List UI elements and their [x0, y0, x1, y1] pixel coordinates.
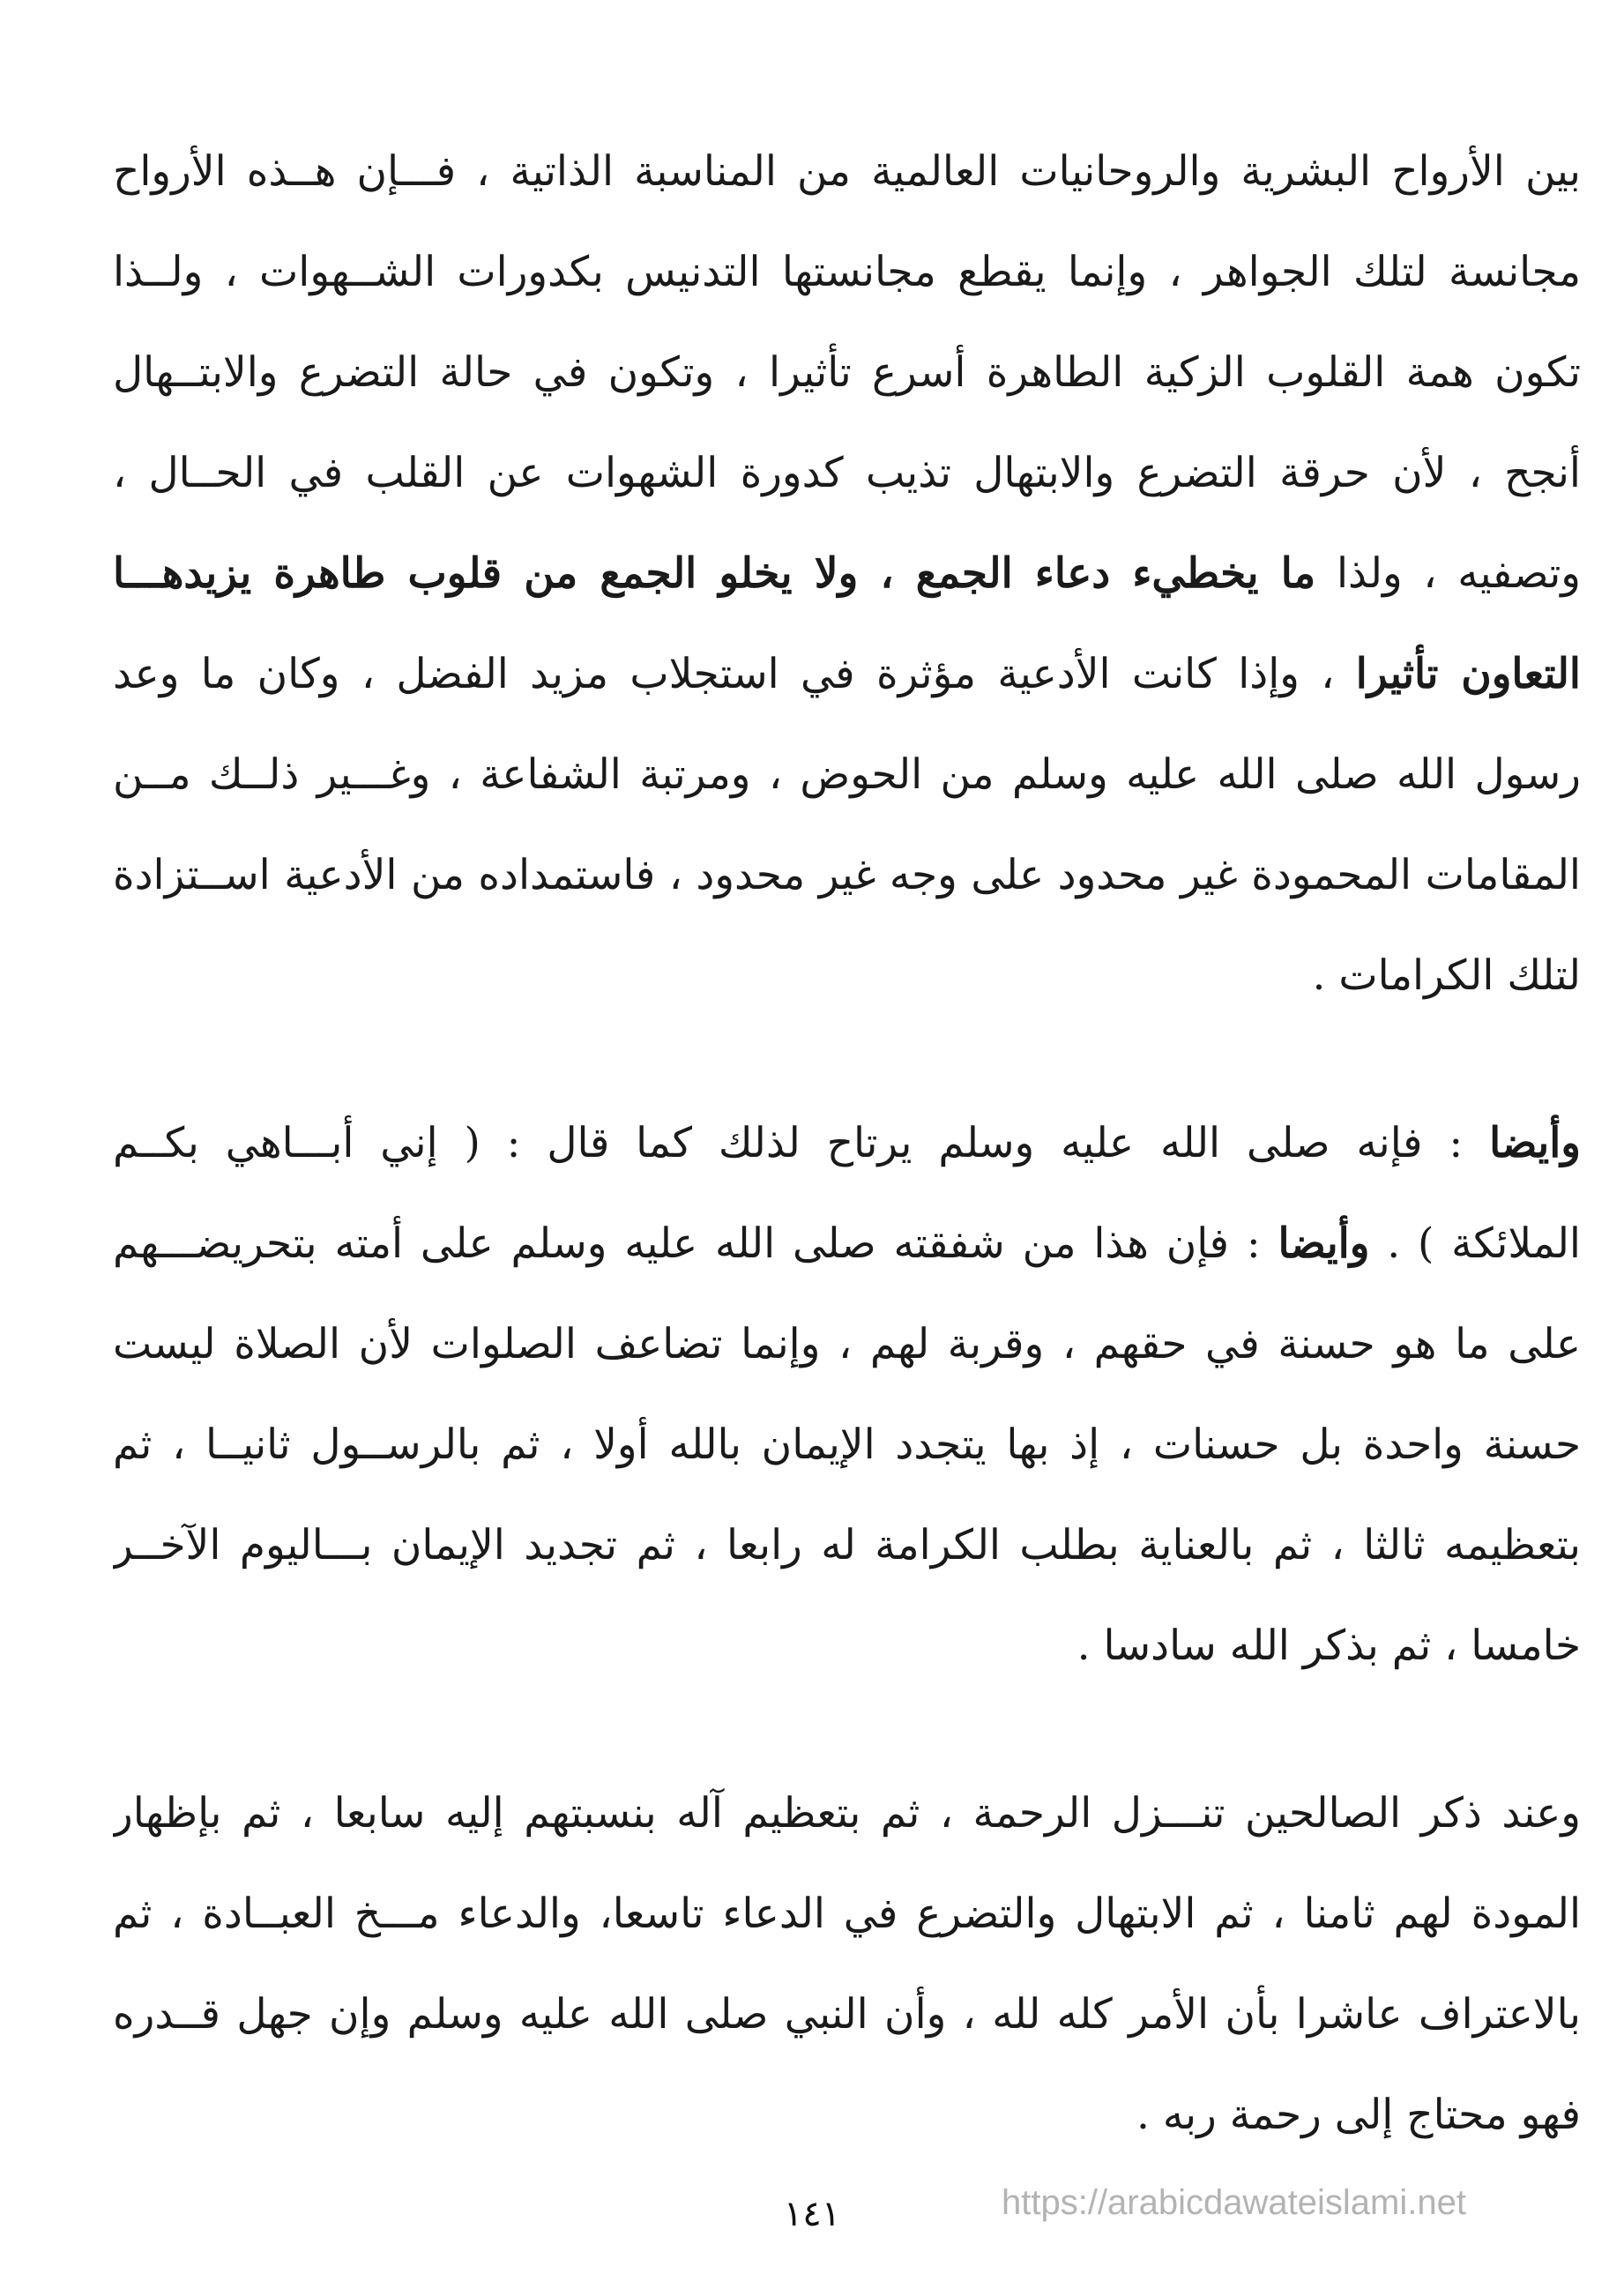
text-line — [113, 825, 1581, 926]
watermark-url: https://arabicdawateislami.net — [1002, 2183, 1466, 2222]
paragraph-gap — [113, 1026, 1581, 1093]
text-line — [113, 1294, 1581, 1395]
text-segment: تكون همة القلوب الزكية الطاهرة أسرع تأثيرا ، وتكون في حالة التضرع والابتــهال — [113, 348, 1581, 397]
text-line — [113, 926, 1581, 1026]
page-number: ١٤١ — [783, 2194, 841, 2234]
text-line — [113, 624, 1581, 725]
text-line — [113, 1864, 1581, 1965]
text-segment: المقامات المحمودة غير محدود على وجه غير محدود ، فاستمداده من الأدعية اســتزادة — [113, 851, 1581, 899]
text-line — [113, 323, 1581, 423]
text-segment: وتصفيه ، ولذا — [1315, 549, 1581, 598]
text-segment: بين الأرواح البشرية والروحانيات العالمية من المناسبة الذاتية ، فـــإن هــذه الأرواح — [113, 147, 1581, 196]
text-line — [113, 423, 1581, 524]
text-line — [113, 2065, 1581, 2166]
text-line — [113, 1395, 1581, 1495]
text-line — [113, 1093, 1581, 1194]
text-segment: على ما هو حسنة في حقهم ، وقربة لهم ، وإنما تضاعف الصلوات لأن الصلاة ليست — [113, 1320, 1581, 1368]
paragraph — [113, 122, 1581, 1026]
text-segment: فهو محتاج إلى رحمة ربه . — [1136, 2091, 1581, 2139]
text-segment: : فإنه صلى الله عليه وسلم يرتاح لذلك كما قال : ( إني أبـــاهي بكــم — [113, 1119, 1490, 1167]
paragraph — [113, 1093, 1581, 1696]
text-segment: بالاعتراف عاشرا بأن الأمر كله لله ، وأن النبي صلى الله عليه وسلم وإن جهل قــدره — [113, 1990, 1581, 2039]
text-line — [113, 122, 1581, 222]
text-line — [113, 1596, 1581, 1696]
text-segment: خامسا ، ثم بذكر الله سادسا . — [1076, 1622, 1581, 1670]
bold-text-segment: التعاون تأثيرا — [1355, 650, 1581, 698]
text-segment: رسول الله صلى الله عليه وسلم من الحوض ، ومرتبة الشفاعة ، وغـــير ذلــك مــن — [113, 750, 1581, 799]
text-segment: أنجح ، لأن حرقة التضرع والابتهال تذيب كدورة الشهوات عن القلب في الحــال ، — [113, 449, 1581, 497]
text-line — [113, 222, 1581, 323]
text-segment: حسنة واحدة بل حسنات ، إذ بها يتجدد الإيمان بالله أولا ، ثم بالرســول ثانيــا ، ثم — [113, 1420, 1581, 1469]
page-body — [113, 122, 1581, 2166]
text-segment: وعند ذكر الصالحين تنـــزل الرحمة ، ثم بتعظيم آله بنسبتهم إليه سابعا ، ثم بإظهار — [113, 1789, 1581, 1838]
text-segment: الملائكة ) . — [1369, 1219, 1581, 1268]
text-segment: بتعظيمه ثالثا ، ثم بالعناية بطلب الكرامة له رابعا ، ثم تجديد الإيمان بـــاليوم الآخــر — [113, 1521, 1581, 1569]
text-segment: مجانسة لتلك الجواهر ، وإنما يقطع مجانستها التدنيس بكدورات الشــهوات ، ولــذا — [113, 248, 1581, 296]
text-line — [113, 1495, 1581, 1596]
text-line — [113, 1194, 1581, 1294]
bold-text-segment: وأيضا — [1489, 1119, 1581, 1167]
paragraph-gap — [113, 1696, 1581, 1763]
text-line — [113, 725, 1581, 825]
bold-text-segment: ما يخطيء دعاء الجمع ، ولا يخلو الجمع من قلوب طاهرة يزيدهـــا — [113, 549, 1316, 598]
text-segment: : فإن هذا من شفقته صلى الله عليه وسلم على أمته بتحريضـــهم — [113, 1219, 1278, 1268]
text-line — [113, 1965, 1581, 2065]
text-segment: المودة لهم ثامنا ، ثم الابتهال والتضرع في الدعاء تاسعا، والدعاء مـــخ العبــادة ، ثم — [113, 1890, 1581, 1938]
bold-text-segment: وأيضا — [1278, 1219, 1370, 1268]
text-segment: ، وإذا كانت الأدعية مؤثرة في استجلاب مزيد الفضل ، وكان ما وعد — [113, 650, 1356, 698]
text-line — [113, 1763, 1581, 1864]
paragraph — [113, 1763, 1581, 2166]
text-line — [113, 524, 1581, 624]
text-segment: لتلك الكرامات . — [1312, 951, 1581, 1000]
